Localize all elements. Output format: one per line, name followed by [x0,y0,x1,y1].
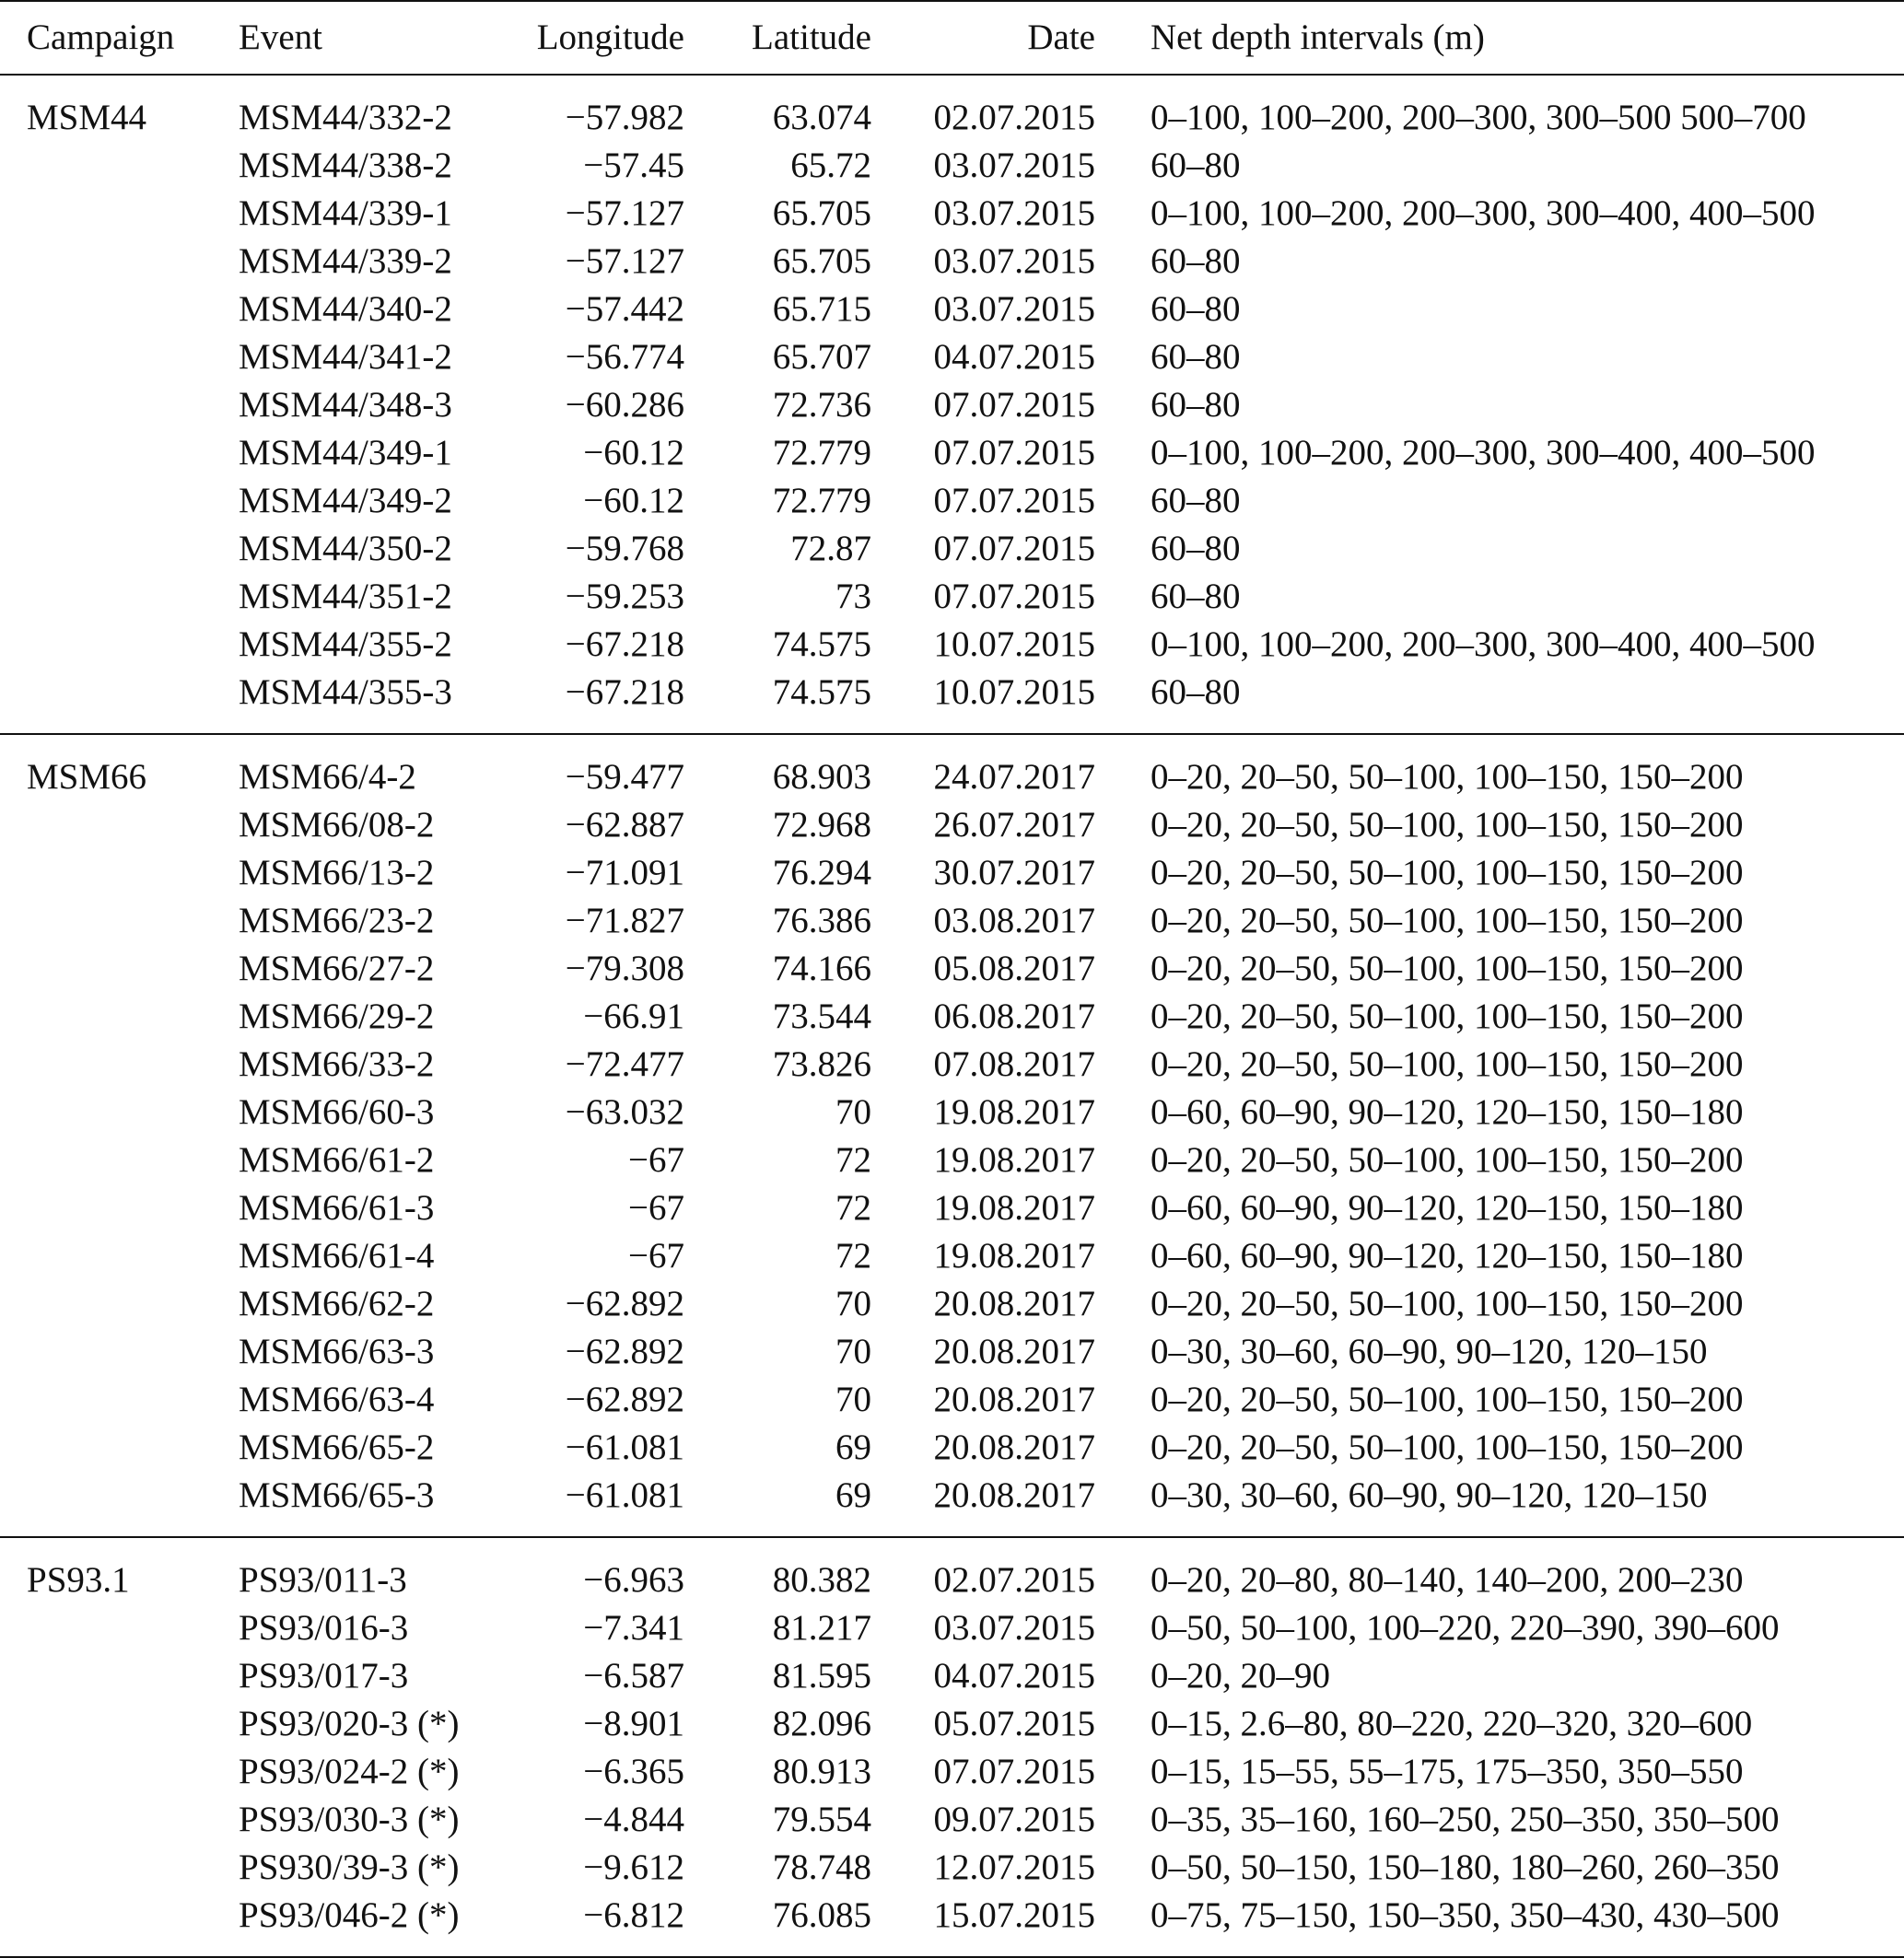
date-cell: 26.07.2017 [933,805,1095,845]
depth-cell: 0–20, 20–50, 50–100, 100–150, 150–200 [1151,901,1744,940]
longitude-cell: −66.91 [583,996,684,1036]
depth-cell: 0–20, 20–50, 50–100, 100–150, 150–200 [1151,1044,1744,1084]
campaign-cell [0,1844,237,1892]
depth-cell: 0–100, 100–200, 200–300, 300–400, 400–500 [1151,193,1816,233]
date-cell: 07.07.2015 [933,385,1095,425]
latitude-cell: 74.575 [692,669,873,734]
latitude-cell: 70 [835,1284,871,1323]
latitude-cell: 78.748 [772,1847,871,1887]
longitude-cell: −57.442 [565,289,684,329]
latitude-cell: 82.096 [772,1704,871,1743]
campaign-cell [0,1041,237,1089]
latitude-cell: 72 [835,1236,871,1276]
campaign-cell [0,525,237,573]
campaign-cell [0,1089,237,1136]
table-row [0,1700,1904,1748]
campaign-cell [0,381,237,429]
campaign-cell [0,1796,237,1844]
event-cell: MSM66/63-3 [239,1332,435,1371]
event-cell: PS93/011-3 [239,1560,407,1600]
campaign-cell [0,945,237,993]
header-row [0,1,1904,75]
date-cell: 04.07.2015 [933,1656,1095,1696]
latitude-cell: 80.913 [772,1752,871,1791]
latitude-cell: 72.779 [772,433,871,472]
date-cell: 07.07.2015 [933,481,1095,520]
depth-cell: 60–80 [1151,337,1241,377]
table-row [0,945,1904,993]
date-cell: 24.07.2017 [933,757,1095,797]
latitude-cell: 73.544 [772,996,871,1036]
campaign-cell [0,1700,237,1748]
header-campaign: Campaign [0,1,237,75]
latitude-cell: 72.779 [772,481,871,520]
date-cell: 20.08.2017 [933,1428,1095,1467]
latitude-cell: 81.595 [772,1656,871,1696]
depth-cell: 0–20, 20–50, 50–100, 100–150, 150–200 [1151,1428,1744,1467]
event-cell: PS93/030-3 (*) [239,1800,460,1839]
date-cell: 03.07.2015 [933,1608,1095,1648]
date-cell: 07.07.2015 [933,433,1095,472]
table-row [0,669,1904,734]
table-row [0,801,1904,849]
latitude-cell: 76.386 [772,901,871,940]
depth-cell: 60–80 [1151,529,1241,568]
longitude-cell: −61.081 [514,1472,692,1537]
header-longitude: Longitude [514,1,692,75]
longitude-cell: −60.286 [565,385,684,425]
longitude-cell: −57.45 [583,146,684,185]
date-cell: 05.08.2017 [933,949,1095,988]
longitude-cell: −67 [628,1140,684,1180]
event-cell: MSM44/350-2 [239,529,452,568]
campaign-cell: MSM66 [27,757,147,797]
campaign-cell [0,1748,237,1796]
longitude-cell: −71.091 [565,853,684,892]
depth-cell: 60–80 [1151,241,1241,281]
latitude-cell: 76.085 [692,1892,873,1957]
longitude-cell: −8.901 [583,1704,684,1743]
table-row [0,1537,1904,1604]
latitude-cell: 69 [692,1472,873,1537]
date-cell: 02.07.2015 [933,1560,1095,1600]
table-row [0,286,1904,333]
longitude-cell: −57.127 [565,193,684,233]
event-cell: MSM66/4-2 [239,757,416,797]
depth-cell: 60–80 [1151,577,1241,616]
longitude-cell: −67.218 [565,624,684,664]
campaign-cell [0,238,237,286]
table-row [0,1652,1904,1700]
depth-cell: 0–20, 20–50, 50–100, 100–150, 150–200 [1151,949,1744,988]
depth-cell: 0–60, 60–90, 90–120, 120–150, 150–180 [1151,1188,1744,1228]
event-cell: MSM44/349-2 [239,481,452,520]
latitude-cell: 74.166 [772,949,871,988]
table-row [0,1041,1904,1089]
depth-cell: 60–80 [1151,481,1241,520]
longitude-cell: −6.365 [583,1752,684,1791]
table-row [0,1844,1904,1892]
date-cell: 19.08.2017 [933,1236,1095,1276]
campaign-cell [0,333,237,381]
campaign-cell [0,1232,237,1280]
event-cell: PS93/024-2 (*) [239,1752,460,1791]
depth-cell: 0–20, 20–90 [1151,1656,1330,1696]
header-depth: Net depth intervals (m) [1099,1,1904,75]
longitude-cell: −6.812 [514,1892,692,1957]
latitude-cell: 72 [835,1140,871,1180]
longitude-cell: −60.12 [583,481,684,520]
date-cell: 15.07.2015 [873,1892,1099,1957]
campaign-cell [0,993,237,1041]
event-cell: MSM66/63-4 [239,1380,435,1419]
depth-cell: 0–20, 20–50, 50–100, 100–150, 150–200 [1151,757,1744,797]
event-cell: PS93/046-2 (*) [237,1892,514,1957]
table-row [0,477,1904,525]
table-row [0,1424,1904,1472]
depth-cell: 0–20, 20–50, 50–100, 100–150, 150–200 [1151,996,1744,1036]
latitude-cell: 65.72 [790,146,871,185]
table-row [0,1892,1904,1957]
date-cell: 07.07.2015 [933,1752,1095,1791]
campaign-cell [0,1604,237,1652]
table-row [0,621,1904,669]
event-cell: MSM66/61-2 [239,1140,435,1180]
event-cell: MSM66/62-2 [239,1284,435,1323]
campaign-cell [0,1184,237,1232]
table-row [0,1748,1904,1796]
depth-cell: 0–20, 20–50, 50–100, 100–150, 150–200 [1151,853,1744,892]
event-cell: MSM66/61-3 [239,1188,435,1228]
event-cell: PS93/016-3 [239,1608,409,1648]
table-row [0,734,1904,801]
longitude-cell: −9.612 [583,1847,684,1887]
date-cell: 03.07.2015 [933,193,1095,233]
depth-cell: 60–80 [1099,669,1904,734]
campaign-cell [0,1280,237,1328]
depth-cell: 0–15, 2.6–80, 80–220, 220–320, 320–600 [1151,1704,1753,1743]
latitude-cell: 76.294 [772,853,871,892]
event-cell: PS93/020-3 (*) [239,1704,460,1743]
date-cell: 07.08.2017 [933,1044,1095,1084]
event-cell: MSM66/33-2 [239,1044,435,1084]
longitude-cell: −6.587 [583,1656,684,1696]
date-cell: 03.07.2015 [933,241,1095,281]
depth-cell: 0–20, 20–50, 50–100, 100–150, 150–200 [1151,805,1744,845]
date-cell: 20.08.2017 [933,1380,1095,1419]
event-cell: MSM66/65-2 [239,1428,435,1467]
event-cell: MSM44/349-1 [239,433,452,472]
latitude-cell: 80.382 [772,1560,871,1600]
depth-cell: 0–50, 50–150, 150–180, 180–260, 260–350 [1151,1847,1780,1887]
campaign-cell [0,621,237,669]
latitude-cell: 65.715 [772,289,871,329]
date-cell: 06.08.2017 [933,996,1095,1036]
latitude-cell: 73.826 [772,1044,871,1084]
table-row [0,238,1904,286]
event-cell: MSM66/65-3 [237,1472,514,1537]
campaign-cell [0,669,237,734]
table-row [0,1376,1904,1424]
longitude-cell: −59.253 [565,577,684,616]
table-row [0,1796,1904,1844]
date-cell: 03.08.2017 [933,901,1095,940]
longitude-cell: −61.081 [565,1428,684,1467]
event-cell: MSM44/355-2 [239,624,452,664]
table-row [0,525,1904,573]
depth-cell: 0–100, 100–200, 200–300, 300–500 500–700 [1151,98,1806,137]
event-cell: MSM66/60-3 [239,1092,435,1132]
campaign-cell [0,1892,237,1957]
event-cell: MSM66/27-2 [239,949,435,988]
header-latitude: Latitude [692,1,873,75]
campaign-cell [0,1472,237,1537]
campaign-cell [0,190,237,238]
latitude-cell: 68.903 [772,757,871,797]
table-row [0,75,1904,142]
table-row [0,993,1904,1041]
header-event: Event [237,1,514,75]
date-cell: 19.08.2017 [933,1188,1095,1228]
depth-cell: 60–80 [1151,385,1241,425]
depth-cell: 60–80 [1151,289,1241,329]
date-cell: 03.07.2015 [933,289,1095,329]
longitude-cell: −57.127 [565,241,684,281]
event-cell: MSM44/341-2 [239,337,452,377]
event-cell: MSM66/23-2 [239,901,435,940]
latitude-cell: 81.217 [772,1608,871,1648]
campaign-cell [0,1136,237,1184]
table-row [0,1184,1904,1232]
table-row [0,429,1904,477]
latitude-cell: 74.575 [772,624,871,664]
date-cell: 07.07.2015 [933,577,1095,616]
latitude-cell: 73 [835,577,871,616]
campaign-cell [0,1376,237,1424]
date-cell: 04.07.2015 [933,337,1095,377]
date-cell: 03.07.2015 [933,146,1095,185]
latitude-cell: 79.554 [772,1800,871,1839]
longitude-cell: −59.768 [565,529,684,568]
longitude-cell: −71.827 [565,901,684,940]
table-row [0,142,1904,190]
event-cell: MSM44/348-3 [239,385,452,425]
date-cell: 19.08.2017 [933,1092,1095,1132]
table-row [0,1472,1904,1537]
longitude-cell: −59.477 [565,757,684,797]
table-row [0,897,1904,945]
latitude-cell: 63.074 [772,98,871,137]
event-cell: MSM44/332-2 [239,98,452,137]
campaign-cell: MSM44 [27,98,147,137]
campaign-cell [0,477,237,525]
campaign-cell [0,801,237,849]
depth-cell: 0–20, 20–50, 50–100, 100–150, 150–200 [1151,1284,1744,1323]
longitude-cell: −62.887 [565,805,684,845]
latitude-cell: 70 [835,1380,871,1419]
longitude-cell: −62.892 [565,1284,684,1323]
latitude-cell: 72.736 [772,385,871,425]
date-cell: 10.07.2015 [873,669,1099,734]
date-cell: 20.08.2017 [933,1332,1095,1371]
table-row [0,381,1904,429]
table-row [0,1136,1904,1184]
longitude-cell: −60.12 [583,433,684,472]
longitude-cell: −57.982 [565,98,684,137]
latitude-cell: 69 [835,1428,871,1467]
longitude-cell: −63.032 [565,1092,684,1132]
event-cell: MSM44/339-1 [239,193,452,233]
latitude-cell: 72 [835,1188,871,1228]
depth-cell: 0–20, 20–50, 50–100, 100–150, 150–200 [1151,1380,1744,1419]
campaign-cell [0,142,237,190]
longitude-cell: −62.892 [565,1332,684,1371]
longitude-cell: −67 [628,1236,684,1276]
campaign-cell [0,286,237,333]
latitude-cell: 70 [835,1332,871,1371]
campaign-cell: PS93.1 [27,1560,130,1600]
event-cell: MSM44/355-3 [237,669,514,734]
campaign-cell [0,1328,237,1376]
latitude-cell: 65.705 [772,241,871,281]
depth-cell: 0–15, 15–55, 55–175, 175–350, 350–550 [1151,1752,1744,1791]
table-row [0,849,1904,897]
date-cell: 30.07.2017 [933,853,1095,892]
table-row [0,1089,1904,1136]
event-cell: MSM66/29-2 [239,996,435,1036]
table-row [0,190,1904,238]
campaign-cell [0,849,237,897]
campaign-cell [0,1424,237,1472]
table-row [0,333,1904,381]
depth-cell: 0–100, 100–200, 200–300, 300–400, 400–500 [1151,624,1816,664]
table-row [0,1328,1904,1376]
depth-cell: 0–60, 60–90, 90–120, 120–150, 150–180 [1151,1092,1744,1132]
depth-cell: 0–50, 50–100, 100–220, 220–390, 390–600 [1151,1608,1780,1648]
date-cell: 07.07.2015 [933,529,1095,568]
longitude-cell: −79.308 [565,949,684,988]
date-cell: 20.08.2017 [873,1472,1099,1537]
depth-cell: 0–20, 20–50, 50–100, 100–150, 150–200 [1151,1140,1744,1180]
event-cell: MSM66/13-2 [239,853,435,892]
event-cell: MSM44/351-2 [239,577,452,616]
event-cell: MSM44/340-2 [239,289,452,329]
event-cell: MSM44/339-2 [239,241,452,281]
latitude-cell: 72.968 [772,805,871,845]
depth-cell: 0–20, 20–80, 80–140, 140–200, 200–230 [1151,1560,1744,1600]
table-row [0,1280,1904,1328]
latitude-cell: 72.87 [790,529,871,568]
event-cell: MSM66/08-2 [239,805,435,845]
depth-cell: 0–100, 100–200, 200–300, 300–400, 400–500 [1151,433,1816,472]
depth-cell: 0–35, 35–160, 160–250, 250–350, 350–500 [1151,1800,1780,1839]
latitude-cell: 65.705 [772,193,871,233]
longitude-cell: −4.844 [583,1800,684,1839]
campaign-cell [0,573,237,621]
date-cell: 12.07.2015 [933,1847,1095,1887]
depth-cell: 0–30, 30–60, 60–90, 90–120, 120–150 [1151,1332,1708,1371]
longitude-cell: −7.341 [583,1608,684,1648]
campaign-cell [0,897,237,945]
table-body [0,75,1904,1957]
date-cell: 19.08.2017 [933,1140,1095,1180]
date-cell: 09.07.2015 [933,1800,1095,1839]
table-row [0,1604,1904,1652]
date-cell: 02.07.2015 [933,98,1095,137]
event-cell: MSM66/61-4 [239,1236,435,1276]
longitude-cell: −6.963 [583,1560,684,1600]
depth-cell: 0–30, 30–60, 60–90, 90–120, 120–150 [1099,1472,1904,1537]
date-cell: 10.07.2015 [933,624,1095,664]
table-row [0,573,1904,621]
date-cell: 20.08.2017 [933,1284,1095,1323]
longitude-cell: −72.477 [565,1044,684,1084]
latitude-cell: 65.707 [772,337,871,377]
campaign-cell [0,1652,237,1700]
depth-cell: 60–80 [1151,146,1241,185]
latitude-cell: 70 [835,1092,871,1132]
longitude-cell: −67 [628,1188,684,1228]
longitude-cell: −67.218 [514,669,692,734]
depth-cell: 0–60, 60–90, 90–120, 120–150, 150–180 [1151,1236,1744,1276]
longitude-cell: −56.774 [565,337,684,377]
event-cell: PS930/39-3 (*) [239,1847,460,1887]
date-cell: 05.07.2015 [933,1704,1095,1743]
header-date: Date [873,1,1099,75]
table-row [0,1232,1904,1280]
campaign-cell [0,429,237,477]
event-cell: MSM44/338-2 [239,146,452,185]
longitude-cell: −62.892 [565,1380,684,1419]
depth-cell: 0–75, 75–150, 150–350, 350–430, 430–500 [1099,1892,1904,1957]
event-cell: PS93/017-3 [239,1656,409,1696]
